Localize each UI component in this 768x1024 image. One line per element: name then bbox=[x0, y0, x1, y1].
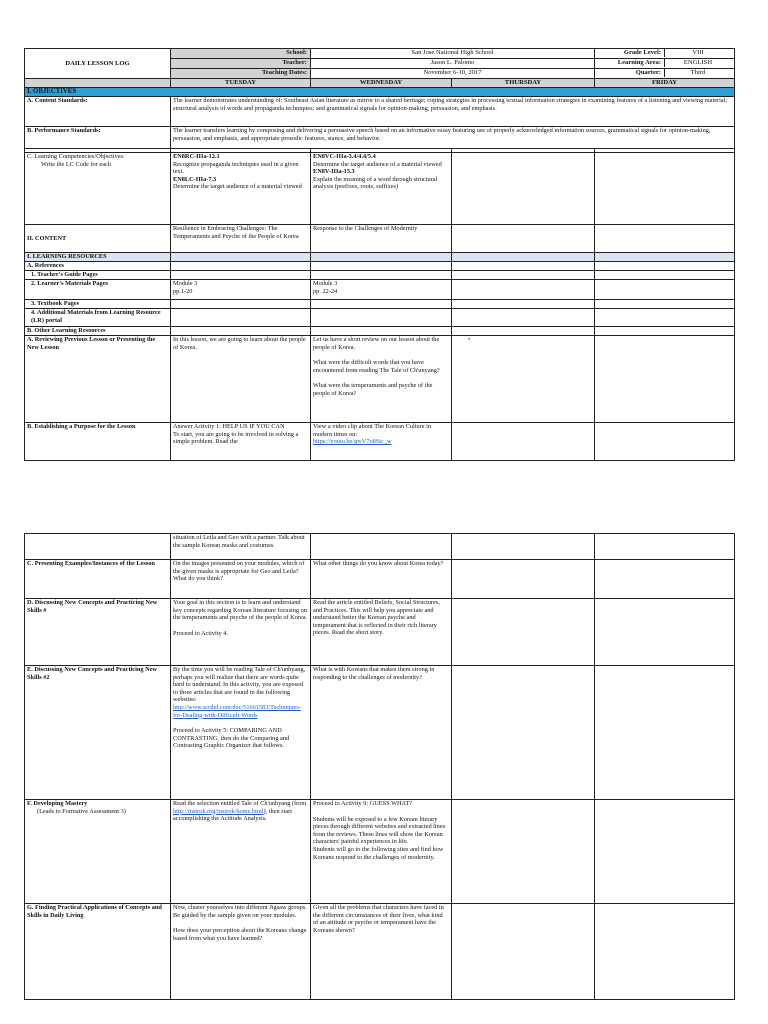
lesson-log-table-1 bbox=[24, 48, 735, 461]
day-tuesday: TUESDAY bbox=[171, 79, 311, 88]
quarter-cell bbox=[595, 69, 735, 79]
f-tue-2: ), then start accomplishing the Actitude Analysis. bbox=[173, 807, 293, 823]
procedure-a-row bbox=[25, 336, 735, 423]
header-row-school bbox=[25, 49, 735, 59]
competencies-tuesday bbox=[171, 153, 311, 225]
procedure-b-wednesday bbox=[311, 423, 452, 461]
objectives-heading-row bbox=[25, 88, 735, 97]
content-row bbox=[25, 225, 735, 253]
procedure-b-row bbox=[25, 423, 735, 461]
materials-wednesday bbox=[311, 280, 452, 300]
procedure-g-wednesday: Given all the problems that characters have faced in the different circumstances of their lives, what kind of an attitude or psyche or temperament have the Koreans shown? bbox=[311, 904, 452, 1000]
tue-text-2: Determine the target audience of a material viewed bbox=[173, 183, 302, 191]
textbook-row bbox=[25, 300, 735, 309]
tue-module: Module 3 bbox=[173, 280, 198, 287]
teacher-label: Teacher: bbox=[171, 59, 311, 69]
materials-row bbox=[25, 280, 735, 300]
procedure-f-tuesday bbox=[171, 800, 311, 904]
lesson-log-page-2 bbox=[24, 533, 734, 1000]
procedure-a-wednesday bbox=[311, 336, 452, 423]
a-wed-2: What were the difficult words that you have encountered from reading The Tale of Ch'unyang? bbox=[313, 359, 440, 374]
materials-label: 2. Learner's Materials Pages bbox=[25, 280, 171, 300]
procedure-a-tuesday: In this lesson, we are going to learn about the people of Korea. bbox=[171, 336, 311, 423]
procedure-d-wednesday: Read the article entitled Beliefs, Social Structures, and Practices. This will help you appreciate and understand better the Korean psyche and temperament that is reflected in their rich literary pieces. Read the short story. bbox=[311, 599, 452, 666]
days-row-blank bbox=[25, 79, 171, 88]
additional-row bbox=[25, 309, 735, 327]
procedure-f-row bbox=[25, 800, 735, 904]
procedure-e-row bbox=[25, 666, 735, 800]
b-wed-link[interactable]: https://youtu.be/gwV7o8Stc_w bbox=[313, 438, 392, 446]
materials-tuesday bbox=[171, 280, 311, 300]
a-wed-1: Let us have a short review on our lesson about the people of Korea. bbox=[313, 336, 440, 351]
procedure-f-sub: (Leads to Formative Assessment 3) bbox=[37, 807, 126, 815]
tue-code-2: EN8LC-IIIa-7.3 bbox=[173, 175, 217, 183]
references-row bbox=[25, 262, 735, 271]
procedure-b-label: B. Establishing a Purpose for the Lesson bbox=[25, 423, 171, 461]
quarter-label: Quarter: bbox=[595, 69, 665, 77]
competencies-label-cell bbox=[25, 153, 171, 225]
dates-value: November 6-10, 2017 bbox=[311, 69, 595, 79]
dates-label: Teaching Dates: bbox=[171, 69, 311, 79]
additional-label: 4. Additional Materials from Learning Resource (LR) portal bbox=[25, 309, 171, 327]
tue-code-1: EN8RC-IIIa-12.1 bbox=[173, 153, 220, 160]
competencies-thursday bbox=[452, 153, 595, 225]
competencies-row bbox=[25, 153, 735, 225]
procedure-a-label: A. Reviewing Previous Lesson or Presenting the New Lesson bbox=[25, 336, 171, 423]
procedure-g-tuesday bbox=[171, 904, 311, 1000]
content-label: II. CONTENT bbox=[25, 225, 171, 253]
log-title: DAILY LESSON LOG bbox=[25, 49, 171, 79]
guide-label: 1. Teacher's Guide Pages bbox=[25, 271, 171, 280]
procedure-d-tuesday bbox=[171, 599, 311, 666]
procedure-d-row bbox=[25, 599, 735, 666]
procedure-a-friday bbox=[595, 336, 735, 423]
textbook-label: 3. Textbook Pages bbox=[25, 300, 171, 309]
f-wed-1: Proceed to Activity 9: GUESS WHAT? bbox=[313, 800, 413, 807]
content-standards-text: The learner demonstrates understanding of: Southeast Asian literature as mirror to a shared heritage; coping strategies in processing textual information strategies in examining features of a listening and viewing material; structural analysis of words and propaganda techniques; and grammatical signals for opinion-making, persuasion, and emphasis. bbox=[171, 97, 735, 127]
grade-label: Grade Level: bbox=[595, 49, 665, 57]
content-standards-label: A. Content Standards: bbox=[25, 97, 171, 127]
day-thursday: THURSDAY bbox=[452, 79, 595, 88]
wed-module: Module 3 bbox=[313, 280, 338, 287]
procedure-b-tuesday bbox=[171, 423, 311, 461]
wed-pages: pp. 22-24 bbox=[313, 287, 338, 295]
school-label: School: bbox=[171, 49, 311, 59]
b-tue-2: To start, you are going to be involved in solving a simple problem. Read the bbox=[173, 430, 299, 446]
wed-text-2: Explain the meaning of a word through structural analysis (prefixes, roots, suffixes) bbox=[313, 175, 438, 191]
area-value: ENGLISH bbox=[683, 59, 713, 66]
area-cell bbox=[595, 59, 735, 69]
e-tue-link[interactable]: http://www.scribd.com/doc/51661583/Techniques-for-Dealing-with-Difficult-Words bbox=[173, 703, 301, 719]
school-value: San Jose National High School bbox=[311, 49, 595, 59]
grade-cell bbox=[595, 49, 735, 59]
e-tue-1: By the time you will be reading Tale of Ch'unhyang, perhaps you will realize that there are words quite hard to understand. In this activity, you are exposed to three articles that are found in the following websites: bbox=[173, 666, 306, 704]
procedure-b-cont-row bbox=[25, 534, 735, 560]
d-tue-2: Proceed to Activity 4. bbox=[173, 629, 228, 637]
content-wednesday: Response to the Challenges of Modernity bbox=[311, 225, 452, 253]
days-row bbox=[25, 79, 735, 88]
f-tue-link[interactable]: http://instrok.org/instrok/home.html bbox=[173, 807, 264, 815]
day-friday: FRIDAY bbox=[595, 79, 735, 88]
references-label: A. References bbox=[25, 262, 171, 271]
performance-standards-label: B. Performance Standards: bbox=[25, 127, 171, 149]
competencies-sub: Write the LC Code for each bbox=[41, 160, 111, 168]
day-wednesday: WEDNESDAY bbox=[311, 79, 452, 88]
objectives-heading: I. OBJECTIVES bbox=[25, 88, 735, 97]
d-tue-1: Your goal in this section is to learn and understand key concepts regarding Korean literature focusing on the temperaments and psyche of the people of Korea. bbox=[173, 599, 308, 622]
procedure-b-cont-tuesday: situation of Leila and Geo with a partner. Talk about the sample Korean masks and costumes. bbox=[171, 534, 311, 560]
other-resources-row bbox=[25, 327, 735, 336]
tue-text-1: Recognize propaganda techniques used in a given text. bbox=[173, 160, 299, 176]
f-tue-1: Read the selection entitled Tale of Ch'unhyang (from bbox=[173, 800, 307, 807]
grade-value: VIII bbox=[692, 49, 704, 56]
e-tue-2: Proceed to Activity 5: COMPARING AND CONTRASTING, then do the Comparing and Contrasting Graphic Organizer that follows. bbox=[173, 727, 290, 750]
procedure-a-thursday bbox=[452, 336, 595, 423]
procedure-c-row bbox=[25, 560, 735, 599]
wed-text-1: Determine the target audience of a material viewed bbox=[313, 160, 442, 168]
other-resources-label: B. Other Learning Resources bbox=[25, 327, 171, 336]
wed-code-2: EN8V-IIIa-15.3 bbox=[313, 168, 355, 176]
teacher-value: Jason L. Palomo bbox=[311, 59, 595, 69]
procedure-f-label-cell bbox=[25, 800, 171, 904]
wed-code-1: EN8VC-IIIa-3.4/4.4/5.4 bbox=[313, 153, 376, 160]
g-tue-1: Now, cluster yourselves into different Jigsaw groups. Be guided by the sample given on your modules. bbox=[173, 904, 307, 919]
competencies-friday bbox=[595, 153, 735, 225]
area-label: Learning Area: bbox=[595, 59, 665, 67]
procedure-e-label: E. Discussing New Concepts and Practicing New Skills #2 bbox=[25, 666, 171, 800]
procedure-g-label: G. Finding Practical Applications of Concepts and Skills in Daily Living bbox=[25, 904, 171, 1000]
procedure-c-label: C. Presenting Examples/Instances of the Lesson bbox=[25, 560, 171, 599]
b-tue-1: Answer Activity 1: HELP US IF YOU CAN bbox=[173, 423, 285, 430]
g-tue-2: How does your perception about the Koreans change based from what you have learned? bbox=[173, 927, 307, 942]
competencies-wednesday bbox=[311, 153, 452, 225]
content-tuesday: Resilience in Embracing Challenges: The Temperaments and Psyche of the People of Korea bbox=[171, 225, 311, 253]
resources-heading-row bbox=[25, 253, 735, 262]
performance-standards-row bbox=[25, 127, 735, 149]
f-wed-3: Students will go to the following sites and find how Koreans respond to the challenges of modernity. bbox=[313, 845, 444, 861]
procedure-g-row bbox=[25, 904, 735, 1000]
procedure-c-wednesday: What other things do you know about Korea today? bbox=[311, 560, 452, 599]
resources-heading: I. LEARNING RESOURCES bbox=[25, 253, 171, 262]
procedure-c-tuesday: On the images presented on your modules, which of the given masks is appropriate for Geo and Leila? What do you think? bbox=[171, 560, 311, 599]
procedure-d-label: D. Discussing New Concepts and Practicing New Skills # bbox=[25, 599, 171, 666]
f-wed-2: Students will be exposed to a few Korean literary pieces through different websites and extracted lines from the reviews. These lines will show the Korean characters' painful experiences in life. bbox=[313, 815, 446, 846]
content-thursday bbox=[452, 225, 595, 253]
b-wed: View a video clip about The Korean Culture in modern times on: bbox=[313, 423, 432, 438]
a-thu-bullet: • bbox=[468, 336, 471, 343]
content-friday bbox=[595, 225, 735, 253]
lesson-log-table-2 bbox=[24, 533, 735, 1000]
tue-pages: pp.1-20 bbox=[173, 287, 193, 295]
competencies-label: C. Learning Competencies/Objectives: bbox=[27, 153, 125, 160]
procedure-e-tuesday bbox=[171, 666, 311, 800]
quarter-value: Third bbox=[690, 69, 706, 76]
a-wed-3: What were the temperaments and psyche of the people of Korea? bbox=[313, 382, 433, 397]
procedure-e-wednesday: What is with Koreans that makes them strong in responding to the challenges of modernity? bbox=[311, 666, 452, 800]
lesson-log-page-1 bbox=[24, 48, 734, 461]
performance-standards-text: The learner transfers learning by composing and delivering a persuasive speech based on an informative essay featuring use of properly acknowledged information sources, grammatical signals for opinion-making, persuasion, and emphasis, and appropriate prosodic features, stance, and behavior. bbox=[171, 127, 735, 149]
content-standards-row bbox=[25, 97, 735, 127]
procedure-f-label: F. Developing Mastery bbox=[27, 800, 88, 807]
procedure-f-wednesday bbox=[311, 800, 452, 904]
guide-row bbox=[25, 271, 735, 280]
